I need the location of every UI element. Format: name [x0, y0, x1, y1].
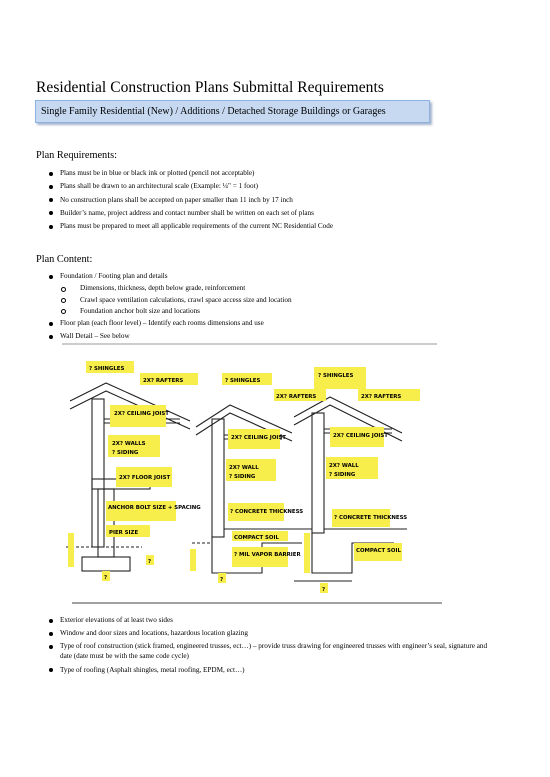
label-note [108, 435, 160, 457]
svg-text:2X? WALL: 2X? WALL [229, 465, 259, 471]
svg-text:?: ? [220, 577, 224, 583]
label-note [226, 459, 276, 481]
list-item: Plans shall be drawn to an architectural scale (Example: ¼" = 1 foot) [36, 180, 333, 193]
label-note [106, 525, 150, 537]
list-item: Type of roofing (Asphalt shingles, metal roofing, EPDM, ect…) [36, 664, 500, 677]
label-note [228, 429, 286, 449]
plan-content-list [36, 270, 292, 344]
label-note [330, 427, 388, 447]
label-note [86, 361, 134, 373]
label-note [228, 503, 303, 521]
svg-text:2X? WALLS: 2X? WALLS [112, 441, 146, 447]
label-note [232, 531, 288, 541]
subtitle-banner [35, 100, 430, 123]
plan-requirements-list [36, 167, 333, 233]
list-item: Type of roof construction (stick framed, engineered trusses, ect…) – provide truss drawing for engineered trusses with engineer’s seal, signature and date (date must be with the same code cycle) [36, 641, 500, 664]
plan-content-heading: Plan Content: [36, 254, 93, 265]
svg-text:? CONCRETE THICKNESS: ? CONCRETE THICKNESS [230, 509, 304, 515]
list-item: Plans must be in blue or black ink or plotted (pencil not acceptable) [36, 167, 333, 180]
svg-text:?: ? [104, 575, 108, 581]
svg-text:2X? FLOOR JOIST: 2X? FLOOR JOIST [119, 475, 171, 481]
wall-detail-drawing [62, 343, 442, 605]
label-note [116, 467, 172, 487]
svg-text:2X? CEILING JOIST: 2X? CEILING JOIST [114, 411, 169, 417]
label-note [326, 457, 378, 479]
list-subitem: Dimensions, thickness, depth below grade, reinforcement [36, 283, 292, 294]
svg-text:2X? RAFTERS: 2X? RAFTERS [361, 394, 402, 400]
svg-text:?: ? [148, 559, 152, 565]
list-subitem: Crawl space ventilation calculations, crawl space access size and location [36, 295, 292, 306]
label-note [354, 543, 402, 561]
svg-text:? SHINGLES: ? SHINGLES [225, 378, 261, 384]
svg-text:? SHINGLES: ? SHINGLES [318, 373, 354, 379]
list-item: Plans must be prepared to meet all applicable requirements of the current NC Residential Code [36, 220, 333, 233]
label-note [274, 389, 326, 401]
svg-text:2X? CEILING JOIST: 2X? CEILING JOIST [231, 435, 286, 441]
svg-text:? MIL VAPOR BARRIER: ? MIL VAPOR BARRIER [234, 552, 301, 558]
plan-requirements-heading: Plan Requirements: [36, 150, 117, 161]
page-title: Residential Construction Plans Submittal Requirements [36, 79, 384, 96]
svg-text:ANCHOR BOLT SIZE + SPACING: ANCHOR BOLT SIZE + SPACING [108, 505, 201, 511]
svg-text:? SHINGLES: ? SHINGLES [89, 366, 125, 372]
svg-text:PIER SIZE: PIER SIZE [109, 530, 139, 536]
label-note [232, 547, 301, 567]
svg-text:? SIDING: ? SIDING [329, 472, 356, 478]
svg-text:? CONCRETE THICKNESS: ? CONCRETE THICKNESS [334, 515, 408, 521]
list-item: Exterior elevations of at least two sides [36, 614, 500, 627]
list-item: No construction plans shall be accepted on paper smaller than 11 inch by 17 inch [36, 194, 333, 207]
list-item: Wall Detail – See below [36, 330, 292, 343]
subtitle-text: Single Family Residential (New) / Additions / Detached Storage Buildings or Garages [41, 106, 386, 117]
plan-content-list-continued [36, 614, 500, 677]
list-item: Floor plan (each floor level) – Identify each rooms dimensions and use [36, 317, 292, 330]
svg-text:COMPACT SOIL: COMPACT SOIL [356, 548, 401, 554]
list-item: Window and door sizes and locations, hazardous location glazing [36, 627, 500, 640]
list-item: Builder’s name, project address and contact number shall be written on each set of plans [36, 207, 333, 220]
label-note [140, 373, 198, 385]
svg-text:? SIDING: ? SIDING [229, 474, 256, 480]
svg-text:2X? RAFTERS: 2X? RAFTERS [143, 378, 184, 384]
label-note [332, 509, 407, 527]
label-note [110, 405, 169, 427]
label-note [314, 367, 366, 389]
svg-text:2X? CEILING JOIST: 2X? CEILING JOIST [333, 433, 388, 439]
label-note [222, 373, 272, 385]
svg-text:? SIDING: ? SIDING [112, 450, 139, 456]
list-item: Foundation / Footing plan and details [36, 270, 292, 283]
svg-text:2X? WALL: 2X? WALL [329, 463, 359, 469]
marker-note [304, 533, 328, 593]
label-note [358, 389, 420, 401]
marker-note [190, 549, 226, 583]
label-note [106, 501, 201, 521]
list-subitem: Foundation anchor bolt size and locations [36, 306, 292, 317]
svg-text:?: ? [322, 587, 326, 593]
svg-text:COMPACT SOIL: COMPACT SOIL [234, 535, 279, 541]
svg-text:2X? RAFTERS: 2X? RAFTERS [276, 394, 317, 400]
